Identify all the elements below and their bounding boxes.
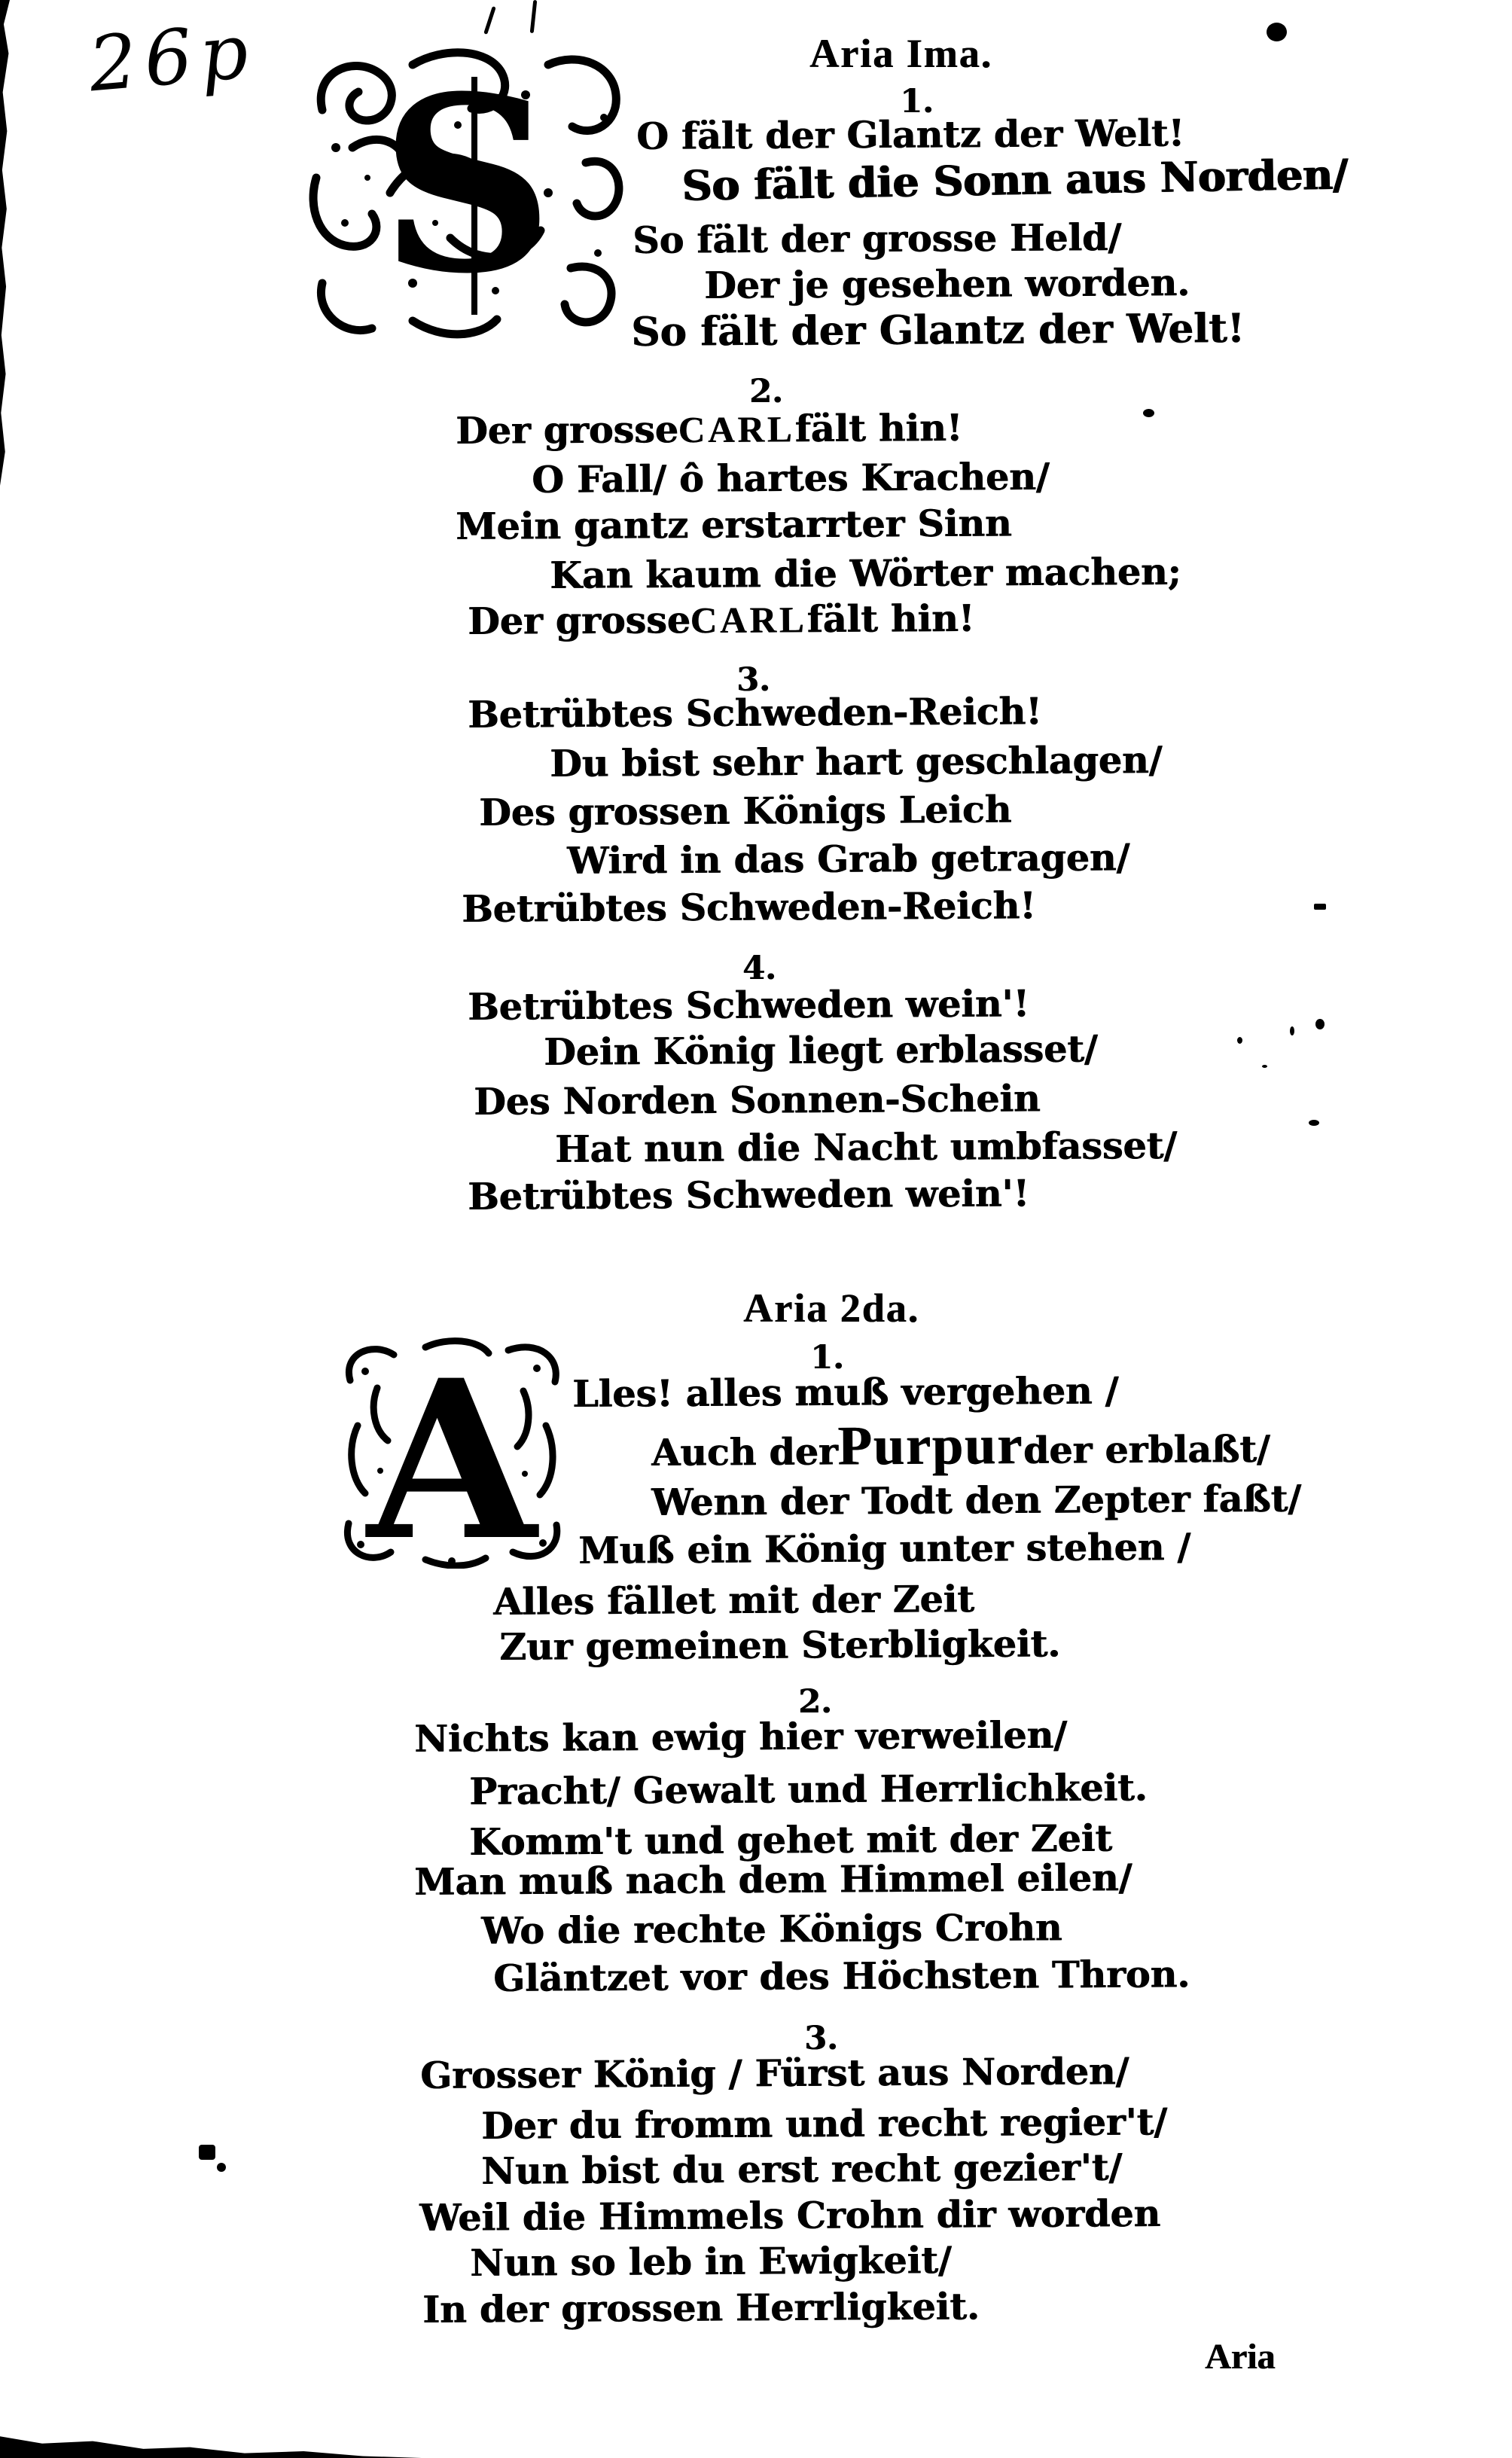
verse-line: Wird in das Grab getragen/ xyxy=(566,835,1130,883)
antiqua-word-purpur: Purpur xyxy=(837,1414,1024,1478)
ink-stroke-mark xyxy=(483,6,495,35)
stanza-number: 2. xyxy=(798,1683,832,1721)
verse-line: Komm't und gehet mit der Zeit xyxy=(468,1816,1112,1864)
ink-speck xyxy=(217,2163,226,2172)
verse-line: Betrübtes Schweden-Reich! xyxy=(461,883,1036,931)
verse-line: Du bist sehr hart geschlagen/ xyxy=(549,738,1163,785)
ink-speck xyxy=(199,2145,215,2160)
ink-blot xyxy=(1267,23,1287,41)
verse-line: Der du fromm und recht regier't/ xyxy=(480,2100,1168,2148)
verse-line xyxy=(651,1412,1270,1480)
ink-speck xyxy=(1309,1120,1319,1126)
verse-line: Betrübtes Schweden wein'! xyxy=(467,1171,1029,1218)
verse-segment: fält hin! xyxy=(794,405,963,451)
scan-edge-artifact-bottom xyxy=(0,2434,422,2458)
verse-line: Weil die Himmels Crohn dir worden xyxy=(419,2191,1161,2240)
aria1-title: Aria Ima. xyxy=(809,31,992,76)
verse-line: Hat nun die Nacht umbfasset/ xyxy=(554,1123,1178,1171)
verse-line: Gläntzet vor des Höchsten Thron. xyxy=(492,1952,1190,2000)
stanza-number: 1. xyxy=(810,1339,844,1377)
verse-line: Nun bist du erst recht gezier't/ xyxy=(480,2145,1123,2193)
verse-line: Nichts kan ewig hier verweilen/ xyxy=(413,1712,1068,1761)
antiqua-caps-name: CARL xyxy=(690,599,807,642)
verse-line: Man muß nach dem Himmel eilen/ xyxy=(413,1856,1132,1904)
verse-line xyxy=(468,596,974,643)
verse-line: Muß ein König unter stehen / xyxy=(578,1525,1191,1572)
verse-line xyxy=(456,406,962,453)
scan-edge-artifact-left xyxy=(0,0,10,486)
verse-line: So fält der Glantz der Welt! xyxy=(630,305,1245,355)
verse-line: Wo die rechte Königs Crohn xyxy=(480,1905,1062,1953)
verse-line: Grosser König / Fürst aus Norden/ xyxy=(419,2049,1129,2097)
verse-segment: fält hin! xyxy=(806,596,975,642)
verse-line: O fält der Glantz der Welt! xyxy=(636,111,1184,158)
verse-line: Wenn der Todt den Zepter faßt/ xyxy=(651,1476,1302,1524)
verse-line: Der je gesehen worden. xyxy=(703,261,1190,307)
ink-speck xyxy=(1290,1026,1294,1035)
verse-line: Pracht/ Gewalt und Herrlichkeit. xyxy=(468,1765,1148,1813)
verse-segment: Der grosse xyxy=(455,407,678,453)
verse-line: Mein gantz erstarrter Sinn xyxy=(455,501,1012,548)
stanza-number: 1. xyxy=(900,83,934,120)
verse-line: Lles! alles muß vergehen / xyxy=(572,1368,1119,1416)
verse-line: In der grossen Herrligkeit. xyxy=(422,2284,980,2331)
ink-speck xyxy=(1143,409,1154,417)
ink-speck xyxy=(1262,1065,1267,1068)
verse-line: Dein König liegt erblasset/ xyxy=(543,1026,1098,1074)
stanza-number: 4. xyxy=(742,950,776,987)
verse-line: Betrübtes Schweden-Reich! xyxy=(467,689,1042,736)
woodcut-initial-a xyxy=(335,1335,569,1569)
handwritten-note: 26p xyxy=(85,6,259,109)
ink-speck xyxy=(1314,904,1326,910)
verse-line: So fält die Sonn aus Norden/ xyxy=(681,149,1348,210)
verse-line: Des grossen Königs Leich xyxy=(478,787,1012,834)
verse-line: Kan kaum die Wörter machen; xyxy=(549,549,1181,597)
stanza-number: 2. xyxy=(749,373,783,410)
verse-segment: Der grosse xyxy=(467,598,690,643)
ink-stroke-mark xyxy=(530,0,538,33)
verse-segment: der erblaßt/ xyxy=(1023,1426,1270,1472)
verse-line: Zur gemeinen Sterbligkeit. xyxy=(498,1621,1061,1669)
stanza-number: 3. xyxy=(736,661,770,699)
verse-line: Betrübtes Schweden wein'! xyxy=(467,981,1029,1029)
antiqua-caps-name: CARL xyxy=(678,408,795,451)
initial-letter-a: A xyxy=(367,1335,537,1569)
verse-line: So fält der grosse Held/ xyxy=(632,215,1122,262)
ink-speck xyxy=(1315,1019,1325,1029)
aria2-title: Aria 2da. xyxy=(743,1285,919,1331)
catchword: Aria xyxy=(1205,2337,1276,2377)
verse-line: Alles fället mit der Zeit xyxy=(492,1577,974,1624)
verse-line: O Fall/ ô hartes Krachen/ xyxy=(531,454,1050,502)
verse-line: Des Norden Sonnen-Schein xyxy=(473,1076,1041,1124)
initial-letter-s: S xyxy=(380,44,554,327)
verse-segment: Auch der xyxy=(651,1429,838,1474)
ink-speck xyxy=(1237,1037,1242,1044)
stanza-number: 3. xyxy=(804,2020,838,2057)
woodcut-initial-s xyxy=(300,42,631,343)
verse-line: Nun so leb in Ewigkeit/ xyxy=(469,2238,952,2285)
